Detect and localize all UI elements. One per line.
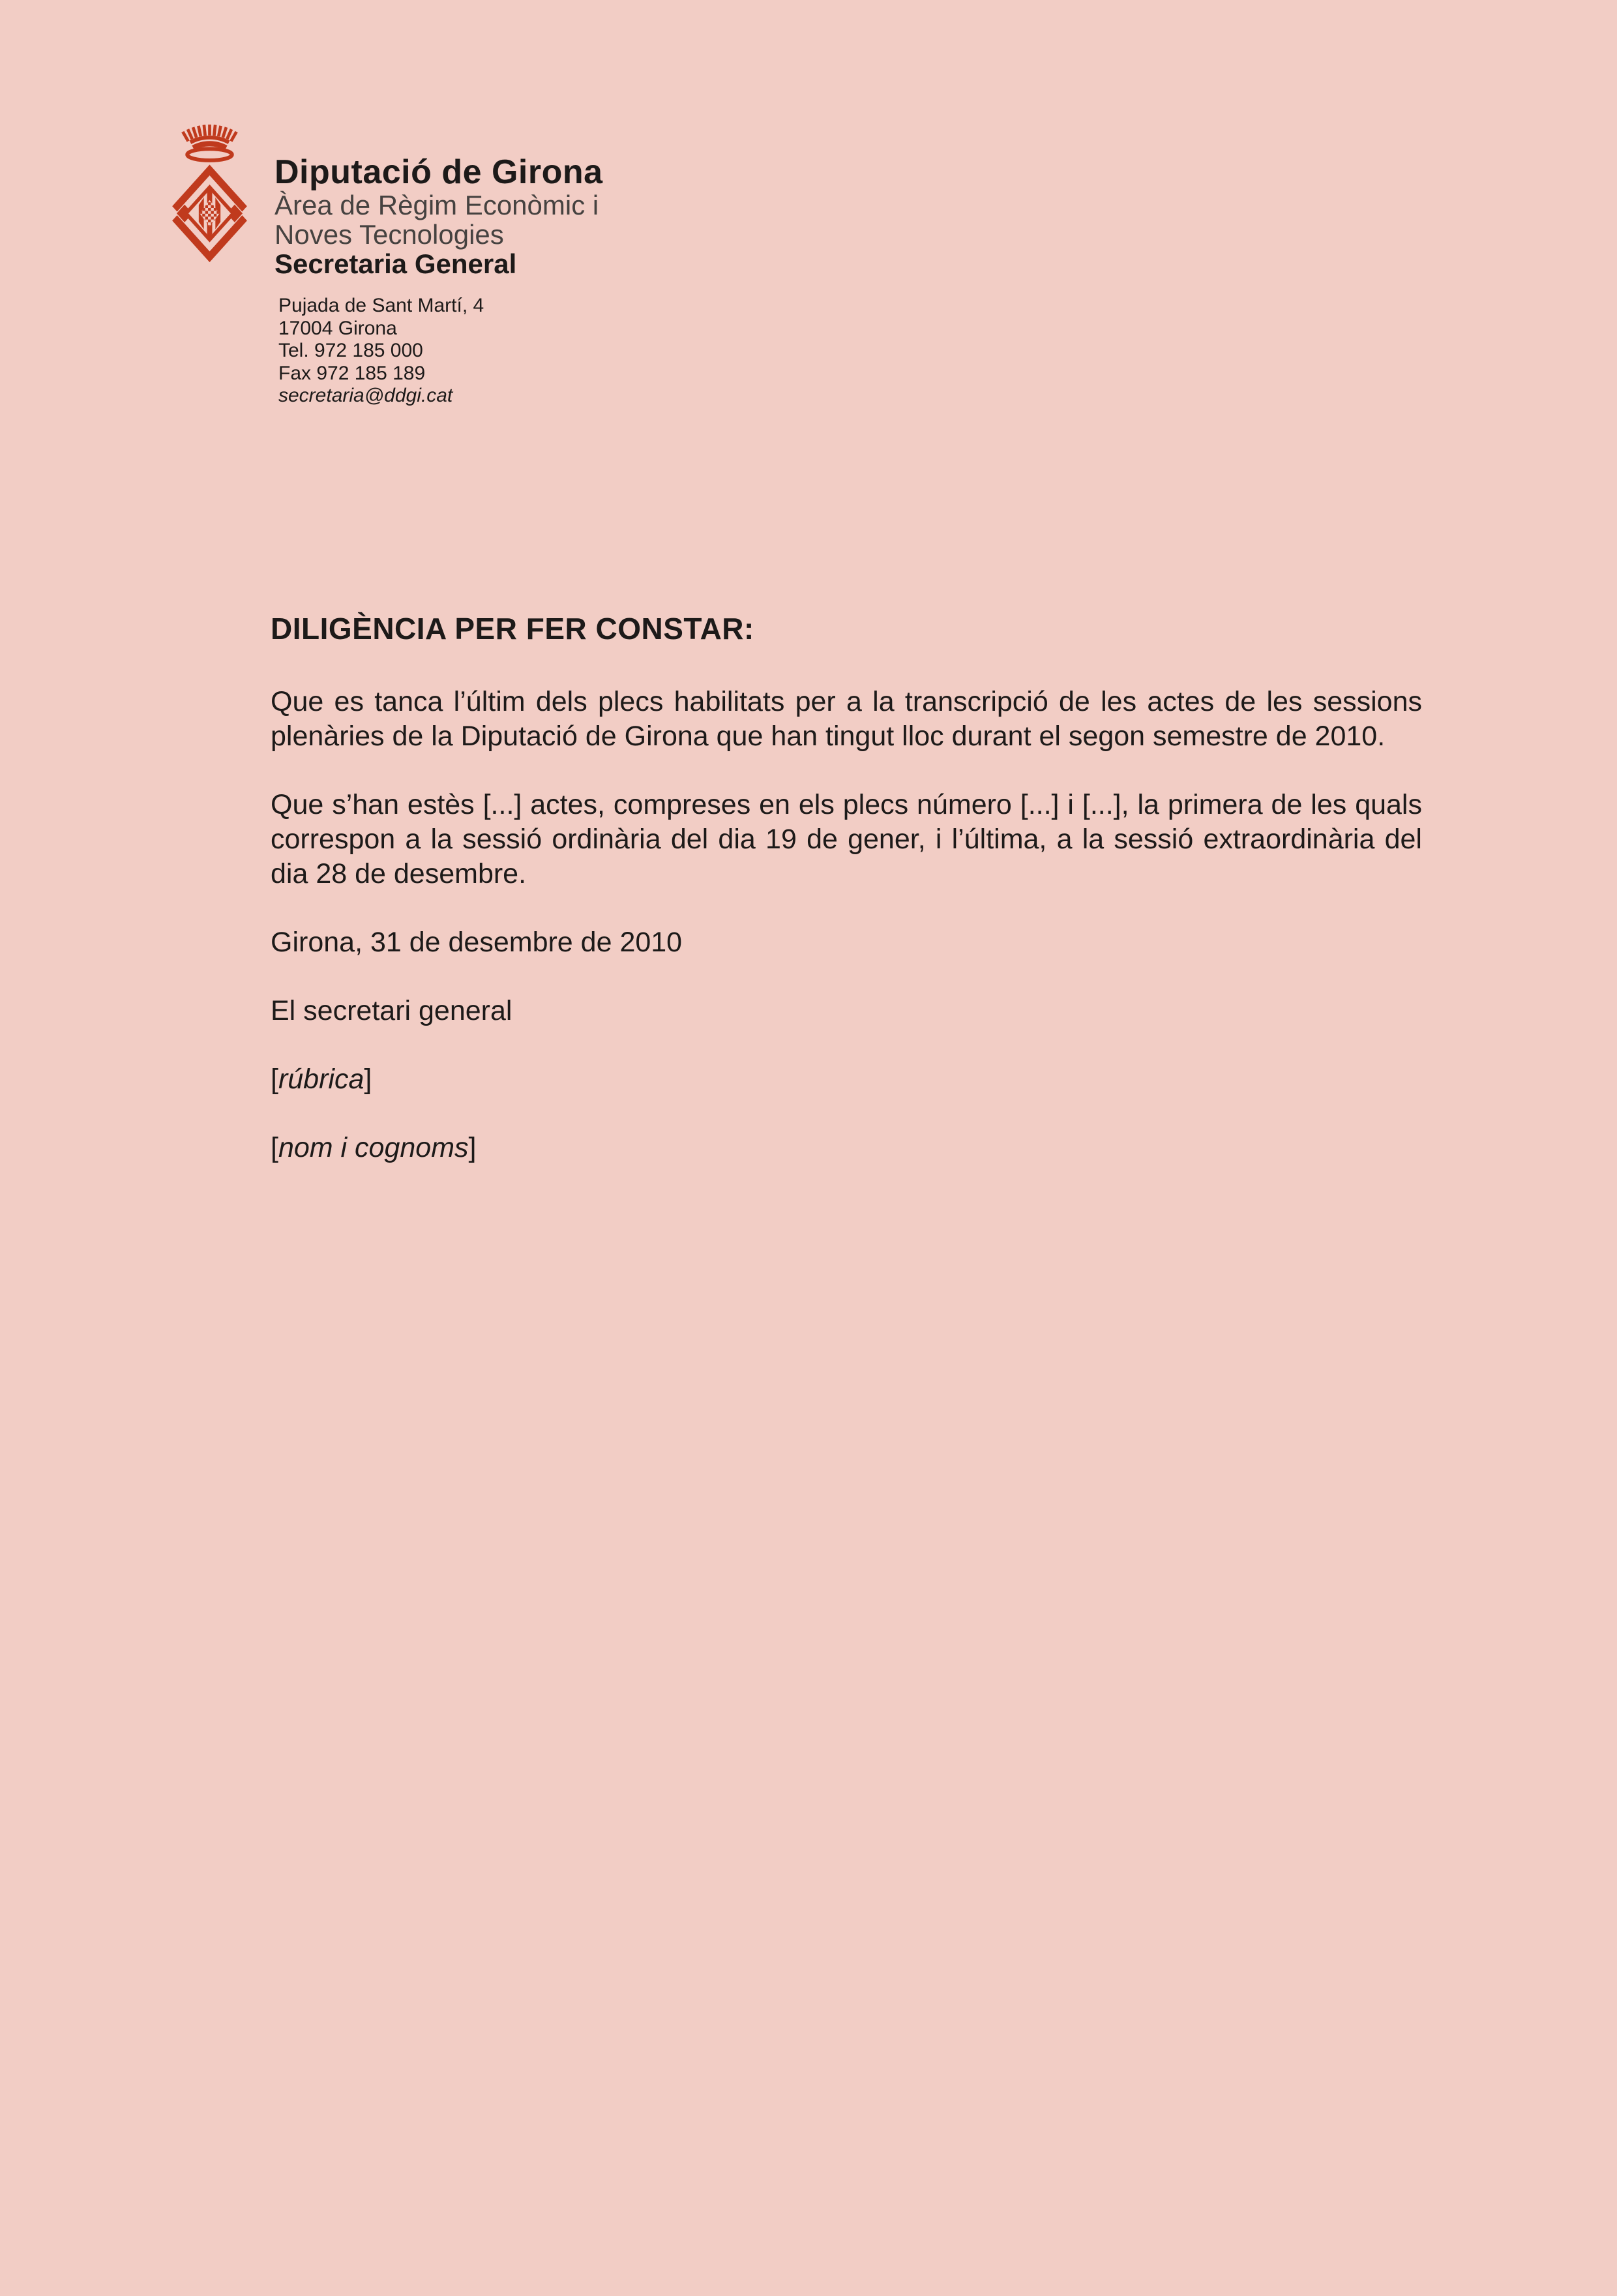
- crown-icon: [181, 125, 237, 160]
- diputacio-girona-crest-icon: [162, 117, 258, 265]
- rubric-close-bracket: ]: [364, 1064, 372, 1095]
- rubric-open-bracket: [: [271, 1064, 278, 1095]
- lozenge-shield-icon: [171, 170, 249, 257]
- address-street: Pujada de Sant Martí, 4: [278, 295, 484, 316]
- org-department-line2: Noves Tecnologies: [274, 219, 504, 250]
- address-email: secretaria@ddgi.cat: [278, 385, 453, 406]
- signature-name: [271, 1131, 1422, 1165]
- org-department-line1: Àrea de Règim Econòmic i: [274, 190, 599, 220]
- address-block: [278, 295, 484, 408]
- paragraph-2: Que s’han estès [...] actes, compreses en els plecs número [...] i [...], la primera de les quals correspon a la sessió ordinària del dia 19 de gener, i l’última, a la sessió extraordinària del dia 28 de desembre.: [271, 789, 1422, 889]
- address-fax: Fax 972 185 189: [278, 362, 426, 384]
- address-phone: Tel. 972 185 000: [278, 340, 423, 361]
- address-city: 17004 Girona: [278, 317, 397, 339]
- document-title: DILIGÈNCIA PER FER CONSTAR:: [271, 612, 754, 646]
- signature-rubric: [271, 1062, 1422, 1097]
- name-italic-text: nom i cognoms: [278, 1132, 469, 1163]
- letterhead-org-block: [274, 154, 603, 278]
- dateline: Girona, 31 de desembre de 2010: [271, 927, 683, 958]
- org-name: Diputació de Girona: [274, 153, 603, 191]
- letter-body: [271, 612, 1422, 1199]
- org-unit: Secretaria General: [274, 248, 517, 279]
- paragraph-1: Que es tanca l’últim dels plecs habilitats per a la transcripció de les actes de les sessions plenàries de la Diputació de Girona que han tingut lloc durant el segon semestre de 2010.: [271, 686, 1422, 752]
- rubric-italic-text: rúbrica: [278, 1064, 364, 1095]
- name-open-bracket: [: [271, 1132, 278, 1163]
- name-close-bracket: ]: [468, 1132, 477, 1163]
- signature-role: El secretari general: [271, 995, 512, 1026]
